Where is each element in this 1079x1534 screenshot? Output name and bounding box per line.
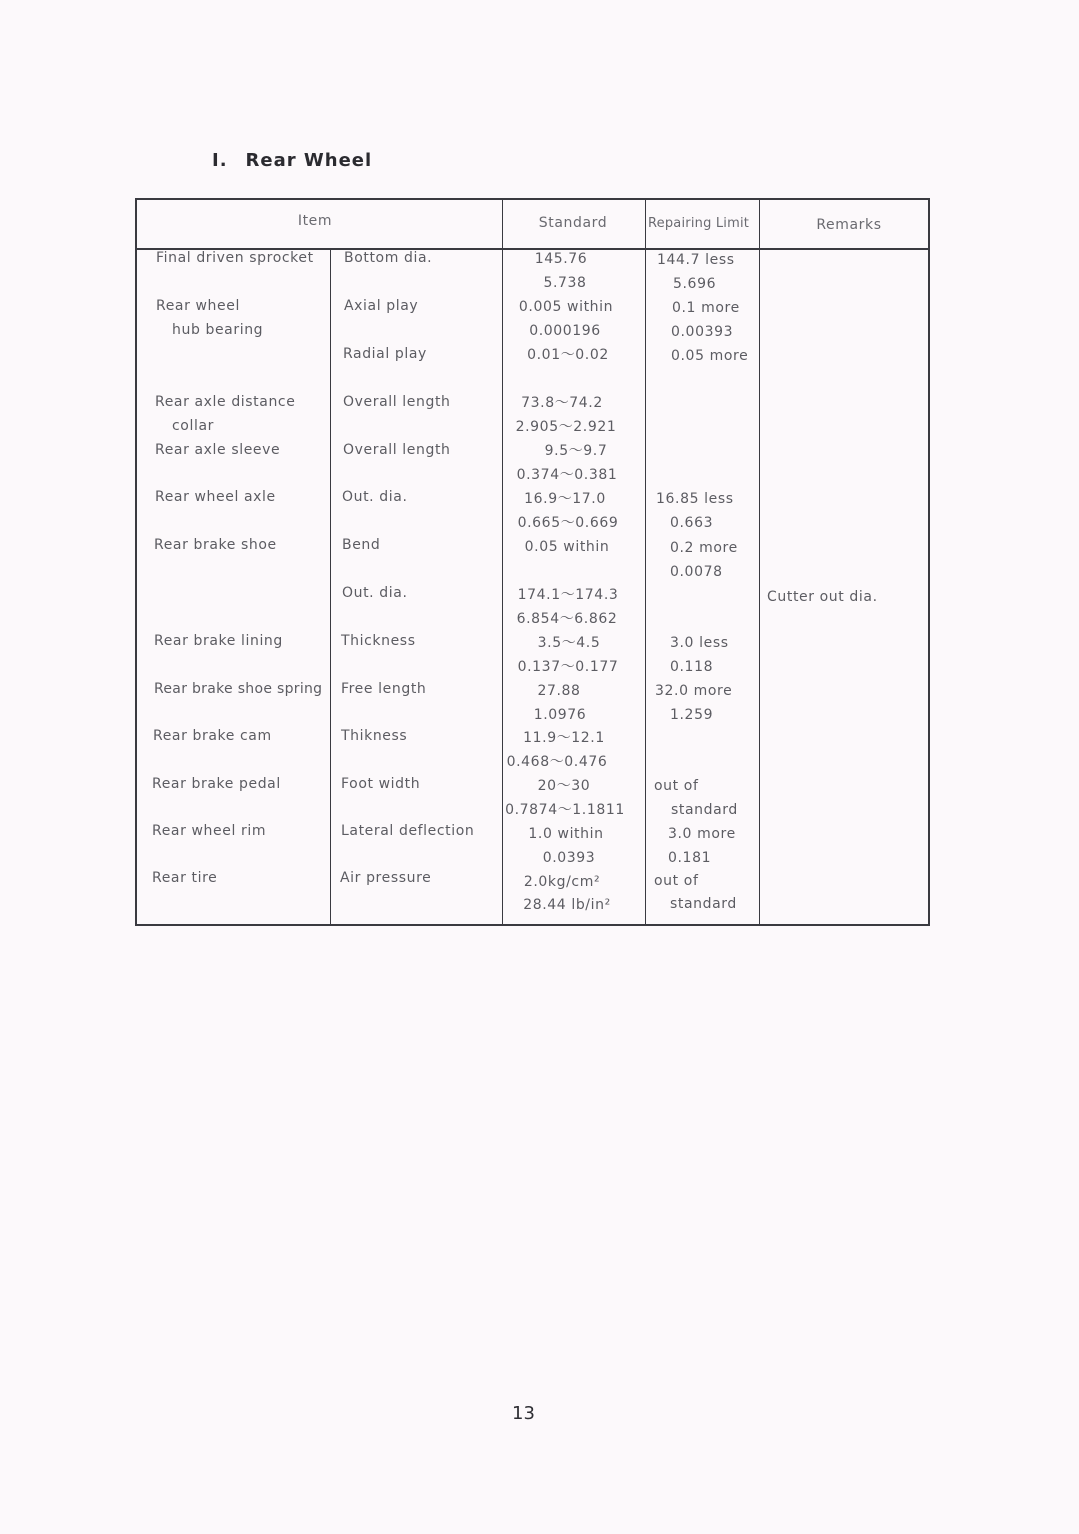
limit-value: 144.7 less	[657, 252, 735, 268]
standard-value: 2.905～2.921	[515, 419, 617, 435]
sub-item: Bend	[342, 537, 381, 553]
standard-value: 174.1～174.3	[517, 587, 619, 603]
sub-item: Lateral deflection	[341, 823, 475, 839]
standard-value: 0.05 within	[524, 539, 610, 555]
column-divider-limit	[645, 198, 646, 924]
limit-value: out of	[654, 873, 699, 889]
standard-value: 0.468～0.476	[506, 754, 608, 770]
sub-item: Foot width	[341, 776, 421, 792]
table-border-bottom	[135, 924, 930, 926]
table-border-right	[928, 198, 930, 926]
standard-value: 0.000196	[529, 323, 601, 339]
item-rear-brake-cam: Rear brake cam	[153, 728, 272, 744]
sub-item: Bottom dia.	[344, 250, 433, 266]
sub-item: Overall length	[343, 442, 451, 458]
standard-value: 1.0 within	[528, 826, 604, 842]
standard-value: 1.0976	[533, 707, 587, 723]
standard-value: 145.76	[534, 251, 588, 267]
standard-value: 0.005 within	[518, 299, 614, 315]
header-repairing-limit: Repairing Limit	[648, 216, 750, 231]
sub-item: Out. dia.	[342, 585, 408, 601]
standard-value: 0.665～0.669	[517, 515, 619, 531]
item-rear-wheel-axle: Rear wheel axle	[155, 489, 276, 505]
item-hub-bearing: hub bearing	[172, 322, 264, 338]
standard-value: 27.88	[537, 683, 581, 699]
limit-value: 0.118	[670, 659, 714, 675]
limit-value: standard	[671, 802, 738, 818]
column-divider-remarks	[759, 198, 760, 924]
header-standard: Standard	[538, 215, 608, 231]
limit-value: 0.663	[670, 515, 714, 531]
item-rear-brake-shoe: Rear brake shoe	[154, 537, 277, 553]
remarks-value: Cutter out dia.	[767, 589, 878, 605]
standard-value: 0.7874～1.1811	[505, 802, 625, 818]
item-rear-brake-shoe-spring: Rear brake shoe spring	[154, 681, 323, 697]
item-rear-wheel-rim: Rear wheel rim	[152, 823, 267, 839]
item-final-driven-sprocket: Final driven sprocket	[156, 250, 314, 266]
table-border-left	[135, 198, 137, 926]
standard-value: 0.01～0.02	[527, 347, 609, 363]
section-number: I.	[212, 150, 228, 171]
item-rear-tire: Rear tire	[152, 870, 218, 886]
standard-value: 0.374～0.381	[516, 467, 618, 483]
limit-value: standard	[670, 896, 737, 912]
limit-value: 0.0078	[670, 564, 723, 580]
sub-item: Air pressure	[340, 870, 432, 886]
header-remarks: Remarks	[816, 217, 882, 233]
page-number: 13	[512, 1403, 535, 1424]
sub-item: Overall length	[343, 394, 451, 410]
sub-item: Free length	[341, 681, 427, 697]
limit-value: 3.0 less	[670, 635, 729, 651]
item-rear-axle-sleeve: Rear axle sleeve	[155, 442, 281, 458]
standard-value: 0.137～0.177	[517, 659, 619, 675]
sub-item: Thickness	[341, 633, 416, 649]
limit-value: 3.0 more	[668, 826, 736, 842]
item-rear-brake-pedal: Rear brake pedal	[152, 776, 281, 792]
header-item: Item	[297, 213, 333, 229]
limit-value: 0.2 more	[670, 540, 738, 556]
rear-wheel-spec-table	[135, 198, 930, 926]
limit-value: 32.0 more	[655, 683, 733, 699]
standard-value: 3.5～4.5	[537, 635, 601, 651]
item-rear-brake-lining: Rear brake lining	[154, 633, 283, 649]
limit-value: 0.181	[668, 850, 712, 866]
limit-value: 0.05 more	[671, 348, 749, 364]
limit-value: 5.696	[673, 276, 717, 292]
section-heading	[212, 150, 372, 171]
standard-value: 0.0393	[542, 850, 596, 866]
limit-value: out of	[654, 778, 699, 794]
column-divider-standard	[502, 198, 503, 924]
standard-value: 2.0kg/cm²	[523, 874, 601, 890]
standard-value: 6.854～6.862	[516, 611, 618, 627]
table-border-top	[135, 198, 930, 200]
limit-value: 0.00393	[671, 324, 734, 340]
standard-value: 5.738	[543, 275, 587, 291]
standard-value: 9.5～9.7	[544, 443, 608, 459]
column-divider-item	[330, 248, 331, 924]
sub-item: Axial play	[344, 298, 419, 314]
standard-value: 11.9～12.1	[523, 730, 605, 746]
item-rear-wheel: Rear wheel	[156, 298, 240, 314]
standard-value: 16.9～17.0	[524, 491, 606, 507]
standard-value: 20～30	[537, 778, 591, 794]
limit-value: 0.1 more	[672, 300, 740, 316]
limit-value: 16.85 less	[656, 491, 734, 507]
item-collar: collar	[172, 418, 214, 434]
section-title: Rear Wheel	[245, 150, 373, 171]
standard-value: 28.44 lb/in²	[523, 897, 611, 913]
sub-item: Out. dia.	[342, 489, 408, 505]
item-rear-axle-distance: Rear axle distance	[155, 394, 296, 410]
sub-item: Thikness	[341, 728, 408, 744]
standard-value: 73.8～74.2	[521, 395, 603, 411]
limit-value: 1.259	[670, 707, 714, 723]
sub-item: Radial play	[343, 346, 427, 362]
